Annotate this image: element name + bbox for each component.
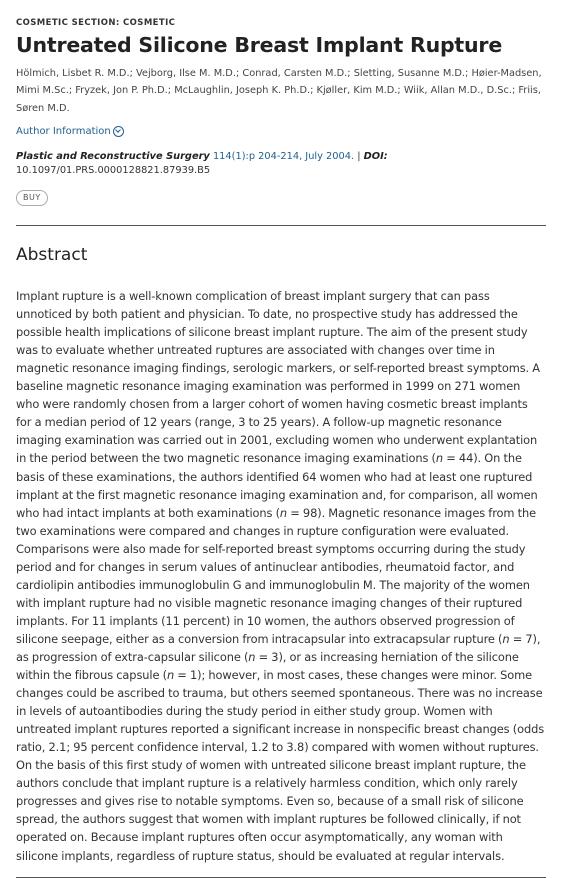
journal-name: Plastic and Reconstructive Surgery xyxy=(16,151,210,163)
author-information-label: Author Information xyxy=(16,126,111,138)
author-list: Hölmich, Lisbet R. M.D.; Vejborg, Ilse M. M.D.; Conrad, Carsten M.D.; Sletting, Susanne M.D.; Høier-Madsen, Mimi M.Sc.; Fryzek, Jon P. Ph.D.; McLaughlin, Joseph K. Ph.D.; Kjøller, Kim M.D.; Wiik, Allan M.D., D.Sc.; Friis, Søren M.D. xyxy=(16,67,542,114)
abstract-italic-n: n xyxy=(502,631,510,646)
divider-top xyxy=(16,225,546,226)
abstract-text xyxy=(16,287,546,865)
abstract-segment: = 7), as progression of extra-capsular silicone ( xyxy=(16,631,541,664)
abstract-segment: = 44). On the basis of these examinations, the authors identified 64 women who had at least one ruptured implant at the first magnetic resonance imaging examination and, for comparison, all women who had intact implants at both examinations ( xyxy=(16,451,538,520)
issue-link[interactable]: 114(1):p 204-214, July 2004. xyxy=(212,151,355,163)
author-information-toggle[interactable] xyxy=(16,126,546,137)
abstract-italic-n: n xyxy=(248,650,256,664)
abstract-segment: Implant rupture is a well-known complication of breast implant surgery that can pass unnoticed by both patient and physician. To date, no prospective study has addressed the possible health implications of silicone breast implant rupture. The aim of the present study was to evaluate whether untreated ruptures are associated with changes over time in magnetic resonance imaging findings, serologic markers, or self-reported breast symptoms. A baseline magnetic resonance imaging examination was performed in 1999 on 271 women who were randomly chosen from a larger cohort of women having cosmetic breast implants for a median period of 12 years (range, 3 to 25 years). A follow-up magnetic resonance imaging examination was carried out in 2001, excluding women who underwent explantation in the period between the two magnetic resonance imaging examinations ( xyxy=(16,289,540,466)
abstract-segment: = 98). Magnetic resonance images from the two examinations were compared and changes in rupture configuration were evaluated. Comparisons were also made for self-reported breast symptoms occurring during the study period and for changes in serum values of antinuclear antibodies, rheumatoid factor, and cardiolipin antibodies immunoglobulin G and immunoglobulin M. The majority of the women with implant rupture had no visible magnetic resonance imaging changes of their ruptured implants. For 11 implants (11 percent) in 10 women, the authors observed progression of silicone seepage, either as a conversion from intracapsular into extracapsular rupture ( xyxy=(16,505,537,646)
section-label: COSMETIC SECTION: COSMETIC xyxy=(16,18,176,28)
chevron-down-circle-icon xyxy=(113,126,124,137)
doi-value: 10.1097/01.PRS.0000128821.87939.B5 xyxy=(16,165,211,177)
abstract-heading: Abstract xyxy=(16,245,88,266)
citation-line xyxy=(16,150,546,178)
article-title: Untreated Silicone Breast Implant Rupture xyxy=(16,33,503,57)
abstract-italic-n: n xyxy=(279,505,288,520)
doi-label: DOI: xyxy=(363,151,388,163)
abstract-segment: = 1); however, in most cases, these changes were minor. Some changes could be ascribed to trauma, but others seemed spontaneous. There was no increase in levels of autoantibodies during the study period in either study group. Women with untreated implant ruptures reported a significant increase in nonspecific breast changes (odds ratio, 2.1; 95 percent confidence interval, 1.2 to 3.8) compared with women without ruptures. On the basis of this first study of women with untreated silicone breast implant rupture, the authors conclude that implant rupture is a relatively harmless condition, which only rarely progresses and gives rise to notable symptoms. Even so, because of a small risk of silicone spread, the authors suggest that women with implant ruptures be followed clinically, if not operated on. Because implant ruptures often occur asymptomatically, any woman with silicone implants, regardless of rupture status, should be evaluated at regular intervals. xyxy=(16,668,545,863)
abstract-italic-n: n xyxy=(166,668,175,683)
divider-bottom xyxy=(16,877,546,878)
citation-separator: | xyxy=(354,151,364,163)
buy-button[interactable]: BUY xyxy=(16,190,48,206)
abstract-italic-n: n xyxy=(435,451,444,466)
abstract-segment: = 3), or as increasing herniation of the silicone within the fibrous capsule ( xyxy=(16,650,519,683)
